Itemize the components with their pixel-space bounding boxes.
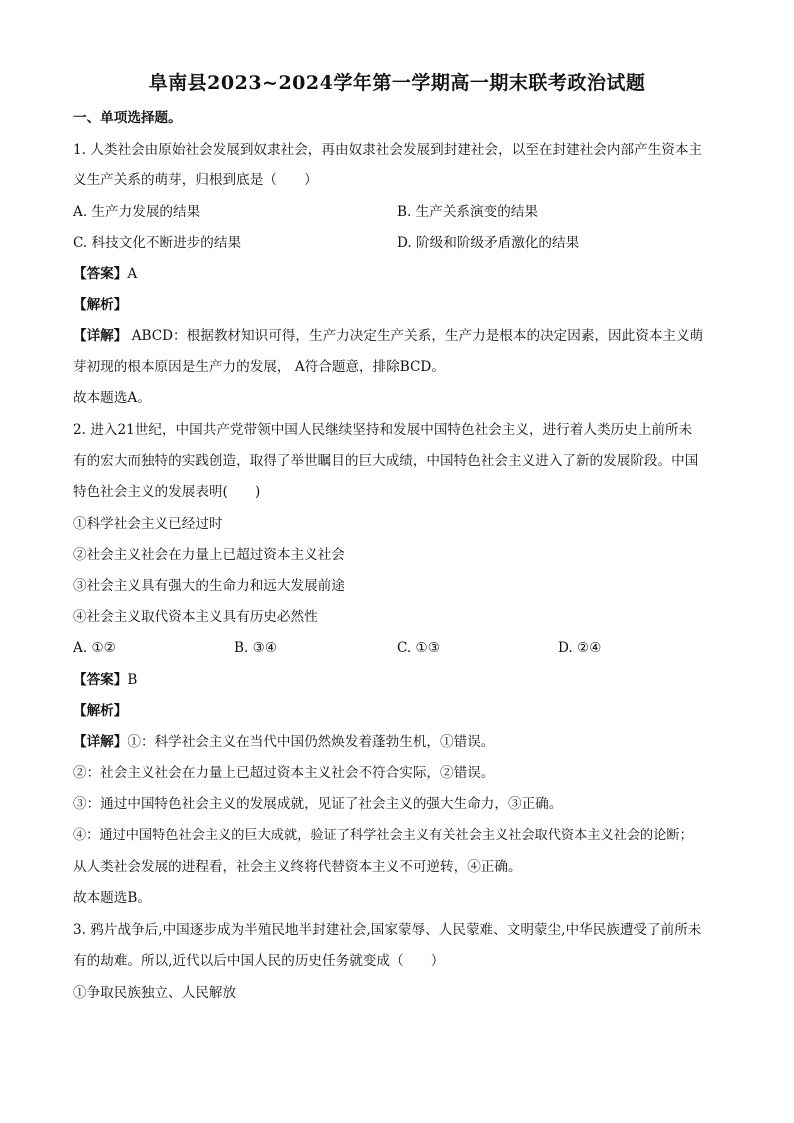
answer-label: 【答案】 bbox=[73, 266, 128, 282]
q2-analysis-label: 【解析】 bbox=[73, 703, 128, 719]
q2-detail-line4: ④：通过中国特色社会主义的巨大成就，验证了科学社会主义有关社会主义社会取代资本主义社会的论断； bbox=[73, 828, 693, 843]
q2-stem-line2: 有的宏大而独特的实践创造，取得了举世瞩目的巨大成绩，中国特色社会主义进入了新的发展阶段。中国 bbox=[73, 453, 699, 469]
q2-answer bbox=[73, 670, 137, 690]
q2-detail-line5: 从人类社会发展的进程看，社会主义终将代替资本主义不可逆转，④正确。 bbox=[73, 859, 522, 875]
detail-label: 【详解】 bbox=[73, 734, 128, 750]
q2-item-4: ④社会主义取代资本主义具有历史必然性 bbox=[73, 609, 318, 625]
q3-stem-line2: 有的劫难。所以,近代以后中国人民的历史任务就变成（ ） bbox=[73, 953, 445, 969]
q1-answer bbox=[73, 264, 137, 284]
q2-option-c: C. ①③ bbox=[397, 640, 440, 656]
q2-item-1: ①科学社会主义已经过时 bbox=[73, 516, 223, 532]
q3-stem-line1: 3. 鸦片战争后,中国逐步成为半殖民地半封建社会,国家蒙辱、人民蒙难、文明蒙尘,中华民族遭受了前所未 bbox=[73, 922, 702, 938]
q1-option-d: D. 阶级和阶级矛盾激化的结果 bbox=[397, 235, 580, 251]
q1-conclusion: 故本题选A。 bbox=[73, 390, 151, 406]
q1-option-c: C. 科技文化不断进步的结果 bbox=[73, 235, 242, 251]
answer-value: A bbox=[127, 266, 138, 282]
detail-text: ①：科学社会主义在当代中国仍然焕发着蓬勃生机，①错误。 bbox=[127, 734, 495, 750]
q2-option-b: B. ③④ bbox=[234, 640, 278, 656]
q2-conclusion: 故本题选B。 bbox=[73, 890, 151, 906]
q1-stem-line2: 义生产关系的萌芽，归根到底是（ ） bbox=[73, 172, 318, 188]
q1-analysis-label: 【解析】 bbox=[73, 297, 128, 313]
q1-option-b: B. 生产关系演变的结果 bbox=[397, 204, 538, 220]
detail-text: ABCD：根据教材知识可得，生产力决定生产关系，生产力是根本的决定因素，因此资本主义萌 bbox=[127, 328, 704, 344]
q2-stem-line3: 特色社会主义的发展表明( ) bbox=[73, 484, 261, 500]
detail-label: 【详解】 bbox=[73, 328, 128, 344]
q2-option-a: A. ①② bbox=[73, 640, 116, 656]
q2-detail-line2: ②：社会主义社会在力量上已超过资本主义社会不符合实际，②错误。 bbox=[73, 765, 495, 781]
q2-item-3: ③社会主义具有强大的生命力和远大发展前途 bbox=[73, 578, 345, 594]
answer-value: B bbox=[127, 672, 138, 688]
answer-label: 【答案】 bbox=[73, 672, 128, 688]
section-heading: 一、单项选择题。 bbox=[73, 110, 182, 126]
q2-option-d: D. ②④ bbox=[558, 640, 602, 656]
q1-detail-line1 bbox=[73, 326, 703, 346]
q3-item-1: ①争取民族独立、人民解放 bbox=[73, 985, 237, 1001]
q2-item-2: ②社会主义社会在力量上已超过资本主义社会 bbox=[73, 547, 345, 563]
q1-stem-line1: 1. 人类社会由原始社会发展到奴隶社会，再由奴隶社会发展到封建社会，以至在封建社会内部产生资本主 bbox=[73, 142, 703, 158]
q2-stem-line1: 2. 进入21世纪，中国共产党带领中国人民继续坚持和发展中国特色社会主义，进行着人类历史上前所未 bbox=[73, 422, 693, 438]
q1-option-a: A. 生产力发展的结果 bbox=[73, 204, 201, 220]
q1-detail-line2: 芽初现的根本原因是生产力的发展， A符合题意，排除BCD。 bbox=[73, 359, 445, 375]
page-title: 阜南县2023~2024学年第一学期高一期末联考政治试题 bbox=[148, 72, 646, 94]
q2-detail-line3: ③：通过中国特色社会主义的发展成就，见证了社会主义的强大生命力，③正确。 bbox=[73, 796, 563, 812]
q2-detail-line1 bbox=[73, 732, 494, 752]
